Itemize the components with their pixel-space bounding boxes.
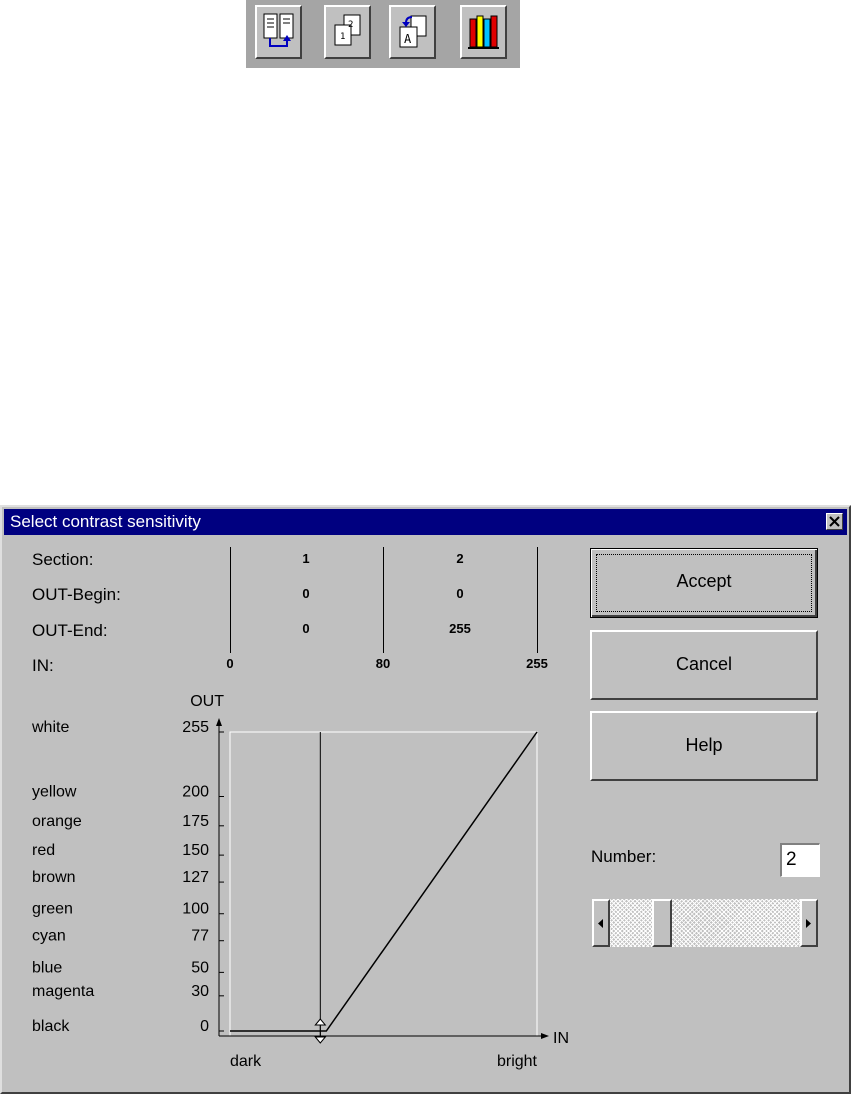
svg-text:2: 2 bbox=[348, 20, 354, 30]
color-label: red bbox=[32, 842, 56, 860]
y-tick-label: 50 bbox=[191, 959, 209, 977]
text-rotate-button[interactable] bbox=[389, 5, 436, 59]
color-label: brown bbox=[32, 869, 76, 887]
y-tick-label: 100 bbox=[182, 900, 209, 918]
in-label: IN: bbox=[32, 656, 54, 675]
svg-text:1: 1 bbox=[340, 32, 346, 42]
arrow-left-icon bbox=[598, 919, 604, 928]
section-1-number: 1 bbox=[302, 551, 310, 566]
in-boundary-0: 0 bbox=[226, 656, 234, 671]
contrast-curve-chart bbox=[2, 507, 582, 1096]
x-axis-label: IN bbox=[553, 1030, 569, 1047]
number-label: Number: bbox=[591, 847, 657, 866]
color-label: magenta bbox=[32, 982, 95, 1000]
contrast-dialog bbox=[0, 505, 851, 1094]
y-tick-label: 127 bbox=[182, 869, 209, 887]
y-tick-label: 150 bbox=[182, 842, 209, 860]
section-2-number: 2 bbox=[456, 551, 464, 566]
scroll-left-button[interactable] bbox=[592, 899, 610, 947]
color-books-button[interactable] bbox=[460, 5, 507, 59]
handle-down-arrow bbox=[315, 1037, 325, 1043]
x-axis-arrow bbox=[541, 1033, 549, 1039]
toolbar bbox=[246, 0, 520, 68]
arrow-right-icon bbox=[806, 919, 812, 928]
contrast-curve bbox=[230, 732, 537, 1031]
section-2-out-begin: 0 bbox=[456, 586, 464, 601]
help-button[interactable]: Help bbox=[590, 711, 818, 781]
close-icon bbox=[829, 516, 840, 527]
accept-button[interactable]: Accept bbox=[590, 548, 818, 618]
y-tick-label: 77 bbox=[191, 927, 209, 945]
out-end-label: OUT-End: bbox=[32, 621, 108, 640]
y-tick-label: 30 bbox=[191, 982, 209, 1000]
dialog-title: Select contrast sensitivity bbox=[10, 512, 201, 531]
section-1-out-begin: 0 bbox=[302, 586, 310, 601]
page-order-icon bbox=[331, 13, 364, 51]
color-books-icon bbox=[467, 13, 500, 51]
y-tick-label: 255 bbox=[182, 719, 209, 736]
x-end-label: bright bbox=[496, 1053, 537, 1070]
color-label: yellow bbox=[32, 783, 77, 801]
color-label: green bbox=[32, 900, 73, 918]
y-tick-label: 175 bbox=[182, 812, 209, 830]
color-label: orange bbox=[32, 812, 82, 830]
number-scrollbar[interactable] bbox=[592, 899, 818, 947]
in-boundary-1: 80 bbox=[375, 656, 391, 671]
page-order-button[interactable] bbox=[324, 5, 371, 59]
y-tick-label: 200 bbox=[182, 783, 209, 801]
columns-layout-button[interactable] bbox=[255, 5, 302, 59]
y-tick-label: 0 bbox=[200, 1018, 209, 1035]
number-input[interactable]: 2 bbox=[780, 843, 820, 877]
section-label: Section: bbox=[32, 550, 94, 569]
text-rotate-icon bbox=[396, 13, 429, 51]
y-axis-arrow bbox=[216, 718, 222, 726]
scroll-track[interactable] bbox=[610, 899, 800, 947]
plot-frame bbox=[230, 732, 537, 1036]
color-label: blue bbox=[32, 959, 63, 977]
out-begin-label: OUT-Begin: bbox=[32, 585, 121, 604]
x-start-label: dark bbox=[230, 1053, 262, 1070]
columns-layout-icon bbox=[262, 13, 295, 51]
cancel-button[interactable]: Cancel bbox=[590, 630, 818, 700]
close-button[interactable] bbox=[826, 513, 843, 530]
handle-up-arrow bbox=[315, 1019, 325, 1025]
section-2-out-end: 255 bbox=[449, 621, 471, 636]
color-label: black bbox=[32, 1018, 70, 1035]
color-label: white bbox=[32, 719, 70, 736]
scroll-thumb[interactable] bbox=[652, 899, 672, 947]
scroll-right-button[interactable] bbox=[800, 899, 818, 947]
section-1-out-end: 0 bbox=[302, 621, 310, 636]
svg-text:A: A bbox=[404, 32, 412, 46]
color-label: cyan bbox=[32, 927, 66, 945]
in-boundary-2: 255 bbox=[526, 656, 548, 671]
y-axis-label: OUT bbox=[190, 693, 224, 710]
